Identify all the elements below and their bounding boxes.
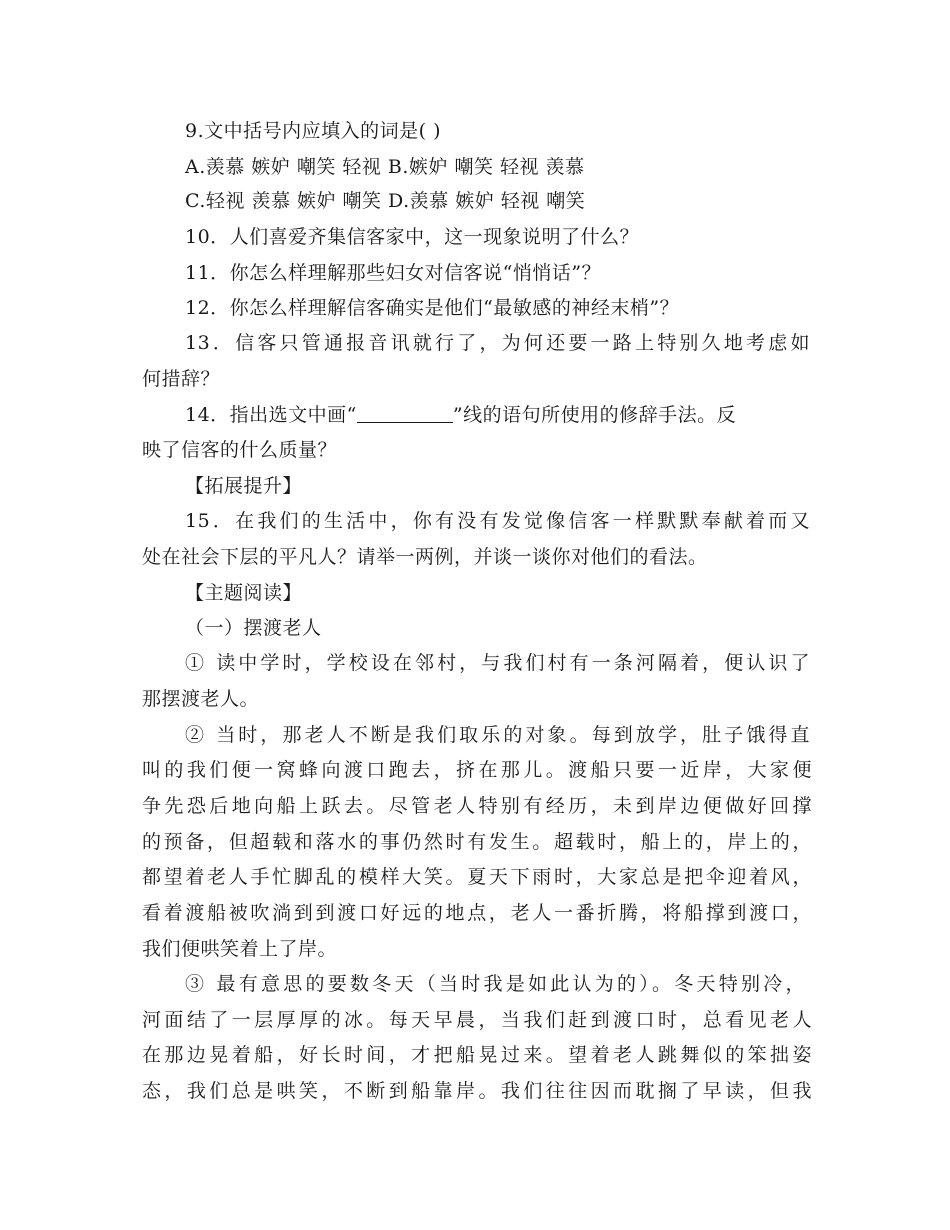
paragraph-1-line-1: ① 读中学时，学校设在邻村，与我们村有一条河隔着，便认识了 <box>185 652 810 674</box>
paragraph-3-line-3: 在那边晃着船，好长时间，才把船晃过来。望着老人跳舞似的笨拙姿 <box>142 1044 812 1066</box>
section-heading-extend: 【拓展提升】 <box>185 475 303 497</box>
question-9-options-ab: A.羡慕 嫉妒 嘲笑 轻视 B.嫉妒 嘲笑 轻视 羡慕 <box>185 156 585 178</box>
paragraph-2-line-1: ② 当时，那老人不断是我们取乐的对象。每到放学，肚子饿得直 <box>185 724 810 746</box>
question-15-line-2: 处在社会下层的平凡人？请举一两例，并谈一谈你对他们的看法。 <box>142 546 708 568</box>
paragraph-2-line-3: 争先恐后地向船上跃去。尽管老人特别有经历，未到岸边便做好回撑 <box>142 795 812 817</box>
paragraph-3-line-1: ③ 最有意思的要数冬天（当时我是如此认为的）。冬天特别冷， <box>185 973 805 995</box>
question-13-line-2: 何措辞？ <box>142 368 221 390</box>
question-14-prefix: 14．指出选文中画“ <box>185 404 357 426</box>
question-14-suffix: ”线的语句所使用的修辞手法。反 <box>452 404 737 426</box>
question-11: 11．你怎么样理解那些妇女对信客说“悄悄话”？ <box>185 262 602 284</box>
section-heading-theme: 【主题阅读】 <box>185 582 303 604</box>
question-9: 9.文中括号内应填入的词是( ) <box>185 120 441 142</box>
paragraph-2-line-6: 看着渡船被吹淌到到渡口好远的地点，老人一番折腾，将船撑到渡口， <box>142 902 812 924</box>
paragraph-2-line-7: 我们便哄笑着上了岸。 <box>142 938 338 960</box>
article-title: （一）摆渡老人 <box>185 617 322 639</box>
question-13-line-1: 13．信客只管通报音讯就行了，为何还要一路上特别久地考虑如 <box>185 332 810 354</box>
underline-blank <box>357 404 453 423</box>
paragraph-3-line-4: 态，我们总是哄笑，不断到船靠岸。我们往往因而耽搁了早读，但我 <box>142 1080 812 1102</box>
paragraph-2-line-2: 叫的我们便一窝蜂向渡口跑去，挤在那儿。渡船只要一近岸，大家便 <box>142 759 812 781</box>
paragraph-1-line-2: 那摆渡老人。 <box>142 688 260 710</box>
paragraph-2-line-5: 都望着老人手忙脚乱的模样大笑。夏天下雨时，大家总是把伞迎着风， <box>142 866 812 888</box>
question-14-line-1 <box>185 403 736 427</box>
paragraph-2-line-4: 的预备，但超载和落水的事仍然时有发生。超载时，船上的，岸上的， <box>142 831 812 853</box>
question-14-line-2: 映了信客的什么质量？ <box>142 439 338 461</box>
question-10: 10．人们喜爱齐集信客家中，这一现象说明了什么？ <box>185 226 640 248</box>
question-9-options-cd: C.轻视 羡慕 嫉妒 嘲笑 D.羡慕 嫉妒 轻视 嘲笑 <box>185 190 586 212</box>
question-15-line-1: 15．在我们的生活中，你有没有发觉像信客一样默默奉献着而又 <box>185 510 810 532</box>
paragraph-3-line-2: 河面结了一层厚厚的冰。每天早晨，当我们赶到渡口时，总看见老人 <box>142 1009 812 1031</box>
question-12: 12．你怎么样理解信客确实是他们“最敏感的神经末梢”？ <box>185 297 680 319</box>
